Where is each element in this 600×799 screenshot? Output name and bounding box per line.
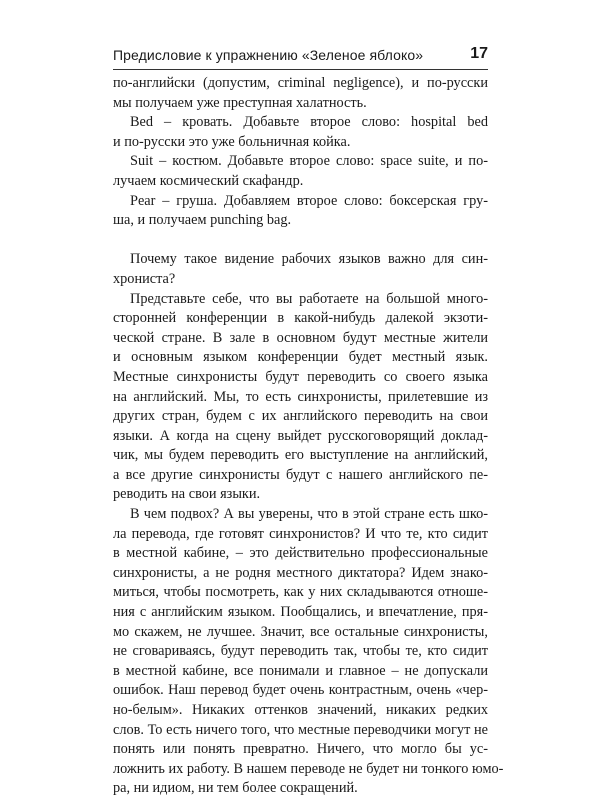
- example-pear: [113, 192, 488, 231]
- text-line: слов. То есть ничего того, что местные переводчики могут не: [113, 721, 488, 738]
- text-line: синхронисты, а не родня местного диктатора? Идем знако-: [113, 564, 488, 581]
- text-line: в местной кабине, все понимали и главное – не допускали: [113, 662, 488, 679]
- text-line: ошибок. Наш перевод будет очень контрастным, очень «чер-: [113, 682, 488, 699]
- text-line: Suit – костюм. Добавьте второе слово: space suite, и по-: [130, 153, 488, 170]
- paragraph-continuation: [113, 74, 488, 113]
- text-line: В чем подвох? А вы уверены, что в этой стране есть шко-: [130, 506, 488, 523]
- text-line: Местные синхронисты будут переводить со своего языка: [113, 368, 488, 385]
- example-suit: [113, 152, 488, 191]
- text-line: не сговариваясь, будут переводить так, чтобы те, кто сидит: [113, 643, 488, 660]
- running-header-title: Предисловие к упражнению «Зеленое яблоко»: [113, 47, 424, 63]
- text-line: сторонней конференции в какой-нибудь далекой экзоти-: [113, 310, 488, 327]
- header-rule: [113, 69, 488, 70]
- text-line: Представьте себе, что вы работаете на большой много-: [130, 290, 488, 307]
- text-line: ра, ни идиом, ни тем более сокращений.: [113, 780, 358, 797]
- paragraph: [113, 250, 488, 289]
- text-line: ния с английским языком. Пообщались, и впечатление, пря-: [113, 604, 488, 621]
- text-line: ша, и получаем punching bag.: [113, 212, 292, 229]
- text-line: чик, мы будем переводить его выступление на английский,: [113, 447, 488, 464]
- text-line: хрониста?: [113, 270, 176, 287]
- text-line: ла перевода, где готовят синхронистов? И что те, кто сидит: [113, 525, 488, 542]
- text-line: а все другие синхронисты будут с нашего английского пе-: [113, 466, 488, 483]
- text-line: в местной кабине, – это действительно профессиональные: [113, 545, 488, 562]
- text-line: на английский. Мы, то есть синхронисты, прилетевшие из: [113, 388, 488, 405]
- text-line: по-английски (допустим, criminal negligence), и по-русски: [113, 75, 488, 91]
- text-line: миться, чтобы посмотреть, как у них складываются отноше-: [113, 584, 488, 601]
- text-line: и основным языком конференции будет местный язык.: [113, 349, 488, 366]
- text-line: и по-русски это уже больничная койка.: [113, 133, 351, 150]
- text-line: мы получаем уже преступная халатность.: [113, 94, 367, 111]
- text-line: понять или понять превратно. Ничего, что могло бы ус-: [113, 741, 488, 758]
- text-line: Почему такое видение рабочих языков важно для син-: [130, 251, 488, 268]
- text-line: языки. А когда на сцену выйдет русскоговорящий доклад-: [113, 427, 488, 444]
- text-line: ческой стране. В зале в основном будут местные жители: [113, 329, 488, 346]
- page-number: 17: [470, 45, 488, 62]
- body-text: [113, 74, 504, 799]
- text-line: ложнить их работу. В нашем переводе не будет ни тонкого юмо-: [113, 760, 504, 777]
- text-line: но-белым». Никаких оттенков значений, никаких редких: [113, 702, 488, 718]
- text-line: лучаем космический скафандр.: [113, 172, 304, 189]
- text-line: реводить на свои языки.: [113, 486, 261, 503]
- paragraph: [113, 505, 504, 799]
- text-line: Bed – кровать. Добавьте второе слово: hospital bed: [130, 114, 488, 131]
- example-bed: [113, 113, 488, 152]
- running-header: [113, 45, 488, 69]
- text-line: Pear – груша. Добавляем второе слово: боксерская гру-: [130, 192, 488, 209]
- text-line: других стран, будем с их английского переводить на свои: [113, 408, 488, 425]
- text-line: мо скажем, не лучшее. Значит, все остальные синхронисты,: [113, 623, 488, 640]
- paragraph: [113, 290, 488, 506]
- paragraph-gap: [113, 231, 488, 251]
